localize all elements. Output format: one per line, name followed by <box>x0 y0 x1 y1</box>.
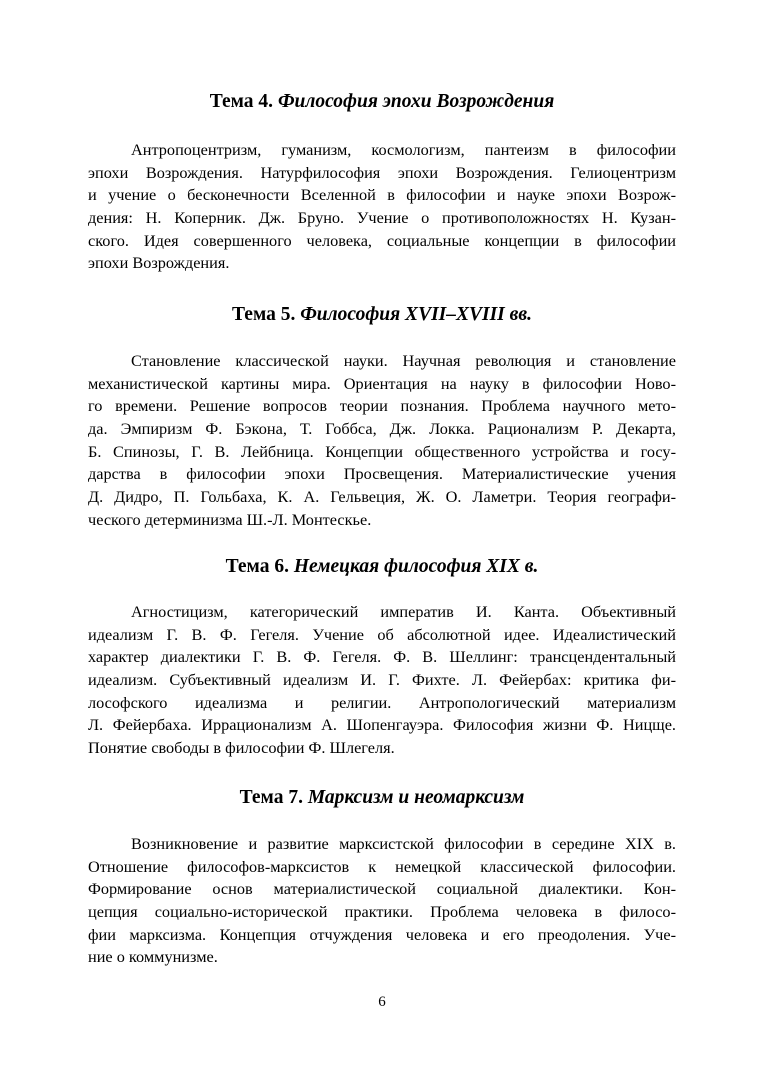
paragraph-line: дения: Н. Коперник. Дж. Бруно. Учение о противоположностях Н. Кузан- <box>88 208 676 228</box>
section-topic-6 <box>88 555 676 760</box>
paragraph-line: идеализм Г. В. Ф. Гегеля. Учение об абсолютной идее. Идеалистический <box>88 624 676 644</box>
paragraph-line: Агностицизм, категорический императив И. Канта. Объективный <box>131 602 676 621</box>
topic-title: Философия XVII–XVIII вв. <box>300 304 532 325</box>
paragraph-line: фии марксизма. Концепция отчуждения человека и его преодоления. Уче- <box>88 924 676 944</box>
topic-title: Марксизм и неомарксизм <box>307 787 525 808</box>
paragraph-line: лософского идеализма и религии. Антропологический материализм <box>88 692 676 712</box>
paragraph-line: ние о коммунизме. <box>88 947 218 967</box>
paragraph-line: механистической картины мира. Ориентация на науку в философии Ново- <box>88 373 676 393</box>
topic-label: Тема 6. <box>225 556 289 577</box>
paragraph-line: Б. Спинозы, Г. В. Лейбница. Концепции общественного устройства и госу- <box>88 441 676 461</box>
topic-label: Тема 7. <box>239 787 303 808</box>
section-topic-5 <box>88 303 676 532</box>
section-topic-7 <box>88 786 676 969</box>
paragraph-line: Л. Фейербаха. Иррационализм А. Шопенгауэра. Философия жизни Ф. Ницще. <box>88 715 676 735</box>
paragraph-line: дарства в философии эпохи Просвещения. Материалистические учения <box>88 464 676 484</box>
paragraph-line: Становление классической науки. Научная революция и становление <box>131 351 676 370</box>
paragraph-line: Д. Дидро, П. Гольбаха, К. А. Гельвеция, Ж. О. Ламетри. Теория географи- <box>88 487 676 507</box>
paragraph-line: ского. Идея совершенного человека, социальные концепции в философии <box>88 230 676 250</box>
topic-title: Философия эпохи Возрождения <box>277 91 555 112</box>
section-heading <box>88 555 676 579</box>
paragraph-line: Понятие свободы в философии Ф. Шлегеля. <box>88 738 395 758</box>
paragraph-line: и учение о бесконечности Вселенной в философии и науке эпохи Возрож- <box>88 185 676 205</box>
topic-title: Немецкая философия XIX в. <box>293 556 539 577</box>
topic-label: Тема 5. <box>232 304 296 325</box>
section-paragraph <box>88 139 676 275</box>
paragraph-line: го времени. Решение вопросов теории познания. Проблема научного мето- <box>88 396 676 416</box>
section-paragraph <box>88 350 676 532</box>
paragraph-line: Возникновение и развитие марксистской философии в середине XIX в. <box>131 834 676 853</box>
paragraph-line: Формирование основ материалистической социальной диалектики. Кон- <box>88 879 676 899</box>
section-topic-4 <box>88 90 676 275</box>
section-heading <box>88 90 676 114</box>
paragraph-line: Антропоцентризм, гуманизм, космологизм, пантеизм в философии <box>131 140 676 159</box>
section-paragraph <box>88 833 676 969</box>
paragraph-line: ческого детерминизма Ш.-Л. Монтескье. <box>88 509 372 529</box>
section-heading <box>88 303 676 327</box>
paragraph-line: характер диалектики Г. В. Ф. Гегеля. Ф. В. Шеллинг: трансцендентальный <box>88 647 676 667</box>
paragraph-line: эпохи Возрождения. Натурфилософия эпохи Возрождения. Гелиоцентризм <box>88 162 676 182</box>
paragraph-line: да. Эмпиризм Ф. Бэкона, Т. Гоббса, Дж. Локка. Рационализм Р. Декарта, <box>88 419 676 439</box>
paragraph-line: идеализм. Субъективный идеализм И. Г. Фихте. Л. Фейербах: критика фи- <box>88 670 676 690</box>
page-number: 6 <box>378 994 386 1010</box>
section-heading <box>88 786 676 810</box>
section-paragraph <box>88 601 676 760</box>
topic-label: Тема 4. <box>209 91 274 112</box>
paragraph-line: эпохи Возрождения. <box>88 253 230 273</box>
paragraph-line: Отношение философов-марксистов к немецкой классической философии. <box>88 856 676 876</box>
paragraph-line: цепция социально-исторической практики. Проблема человека в филосо- <box>88 902 676 922</box>
